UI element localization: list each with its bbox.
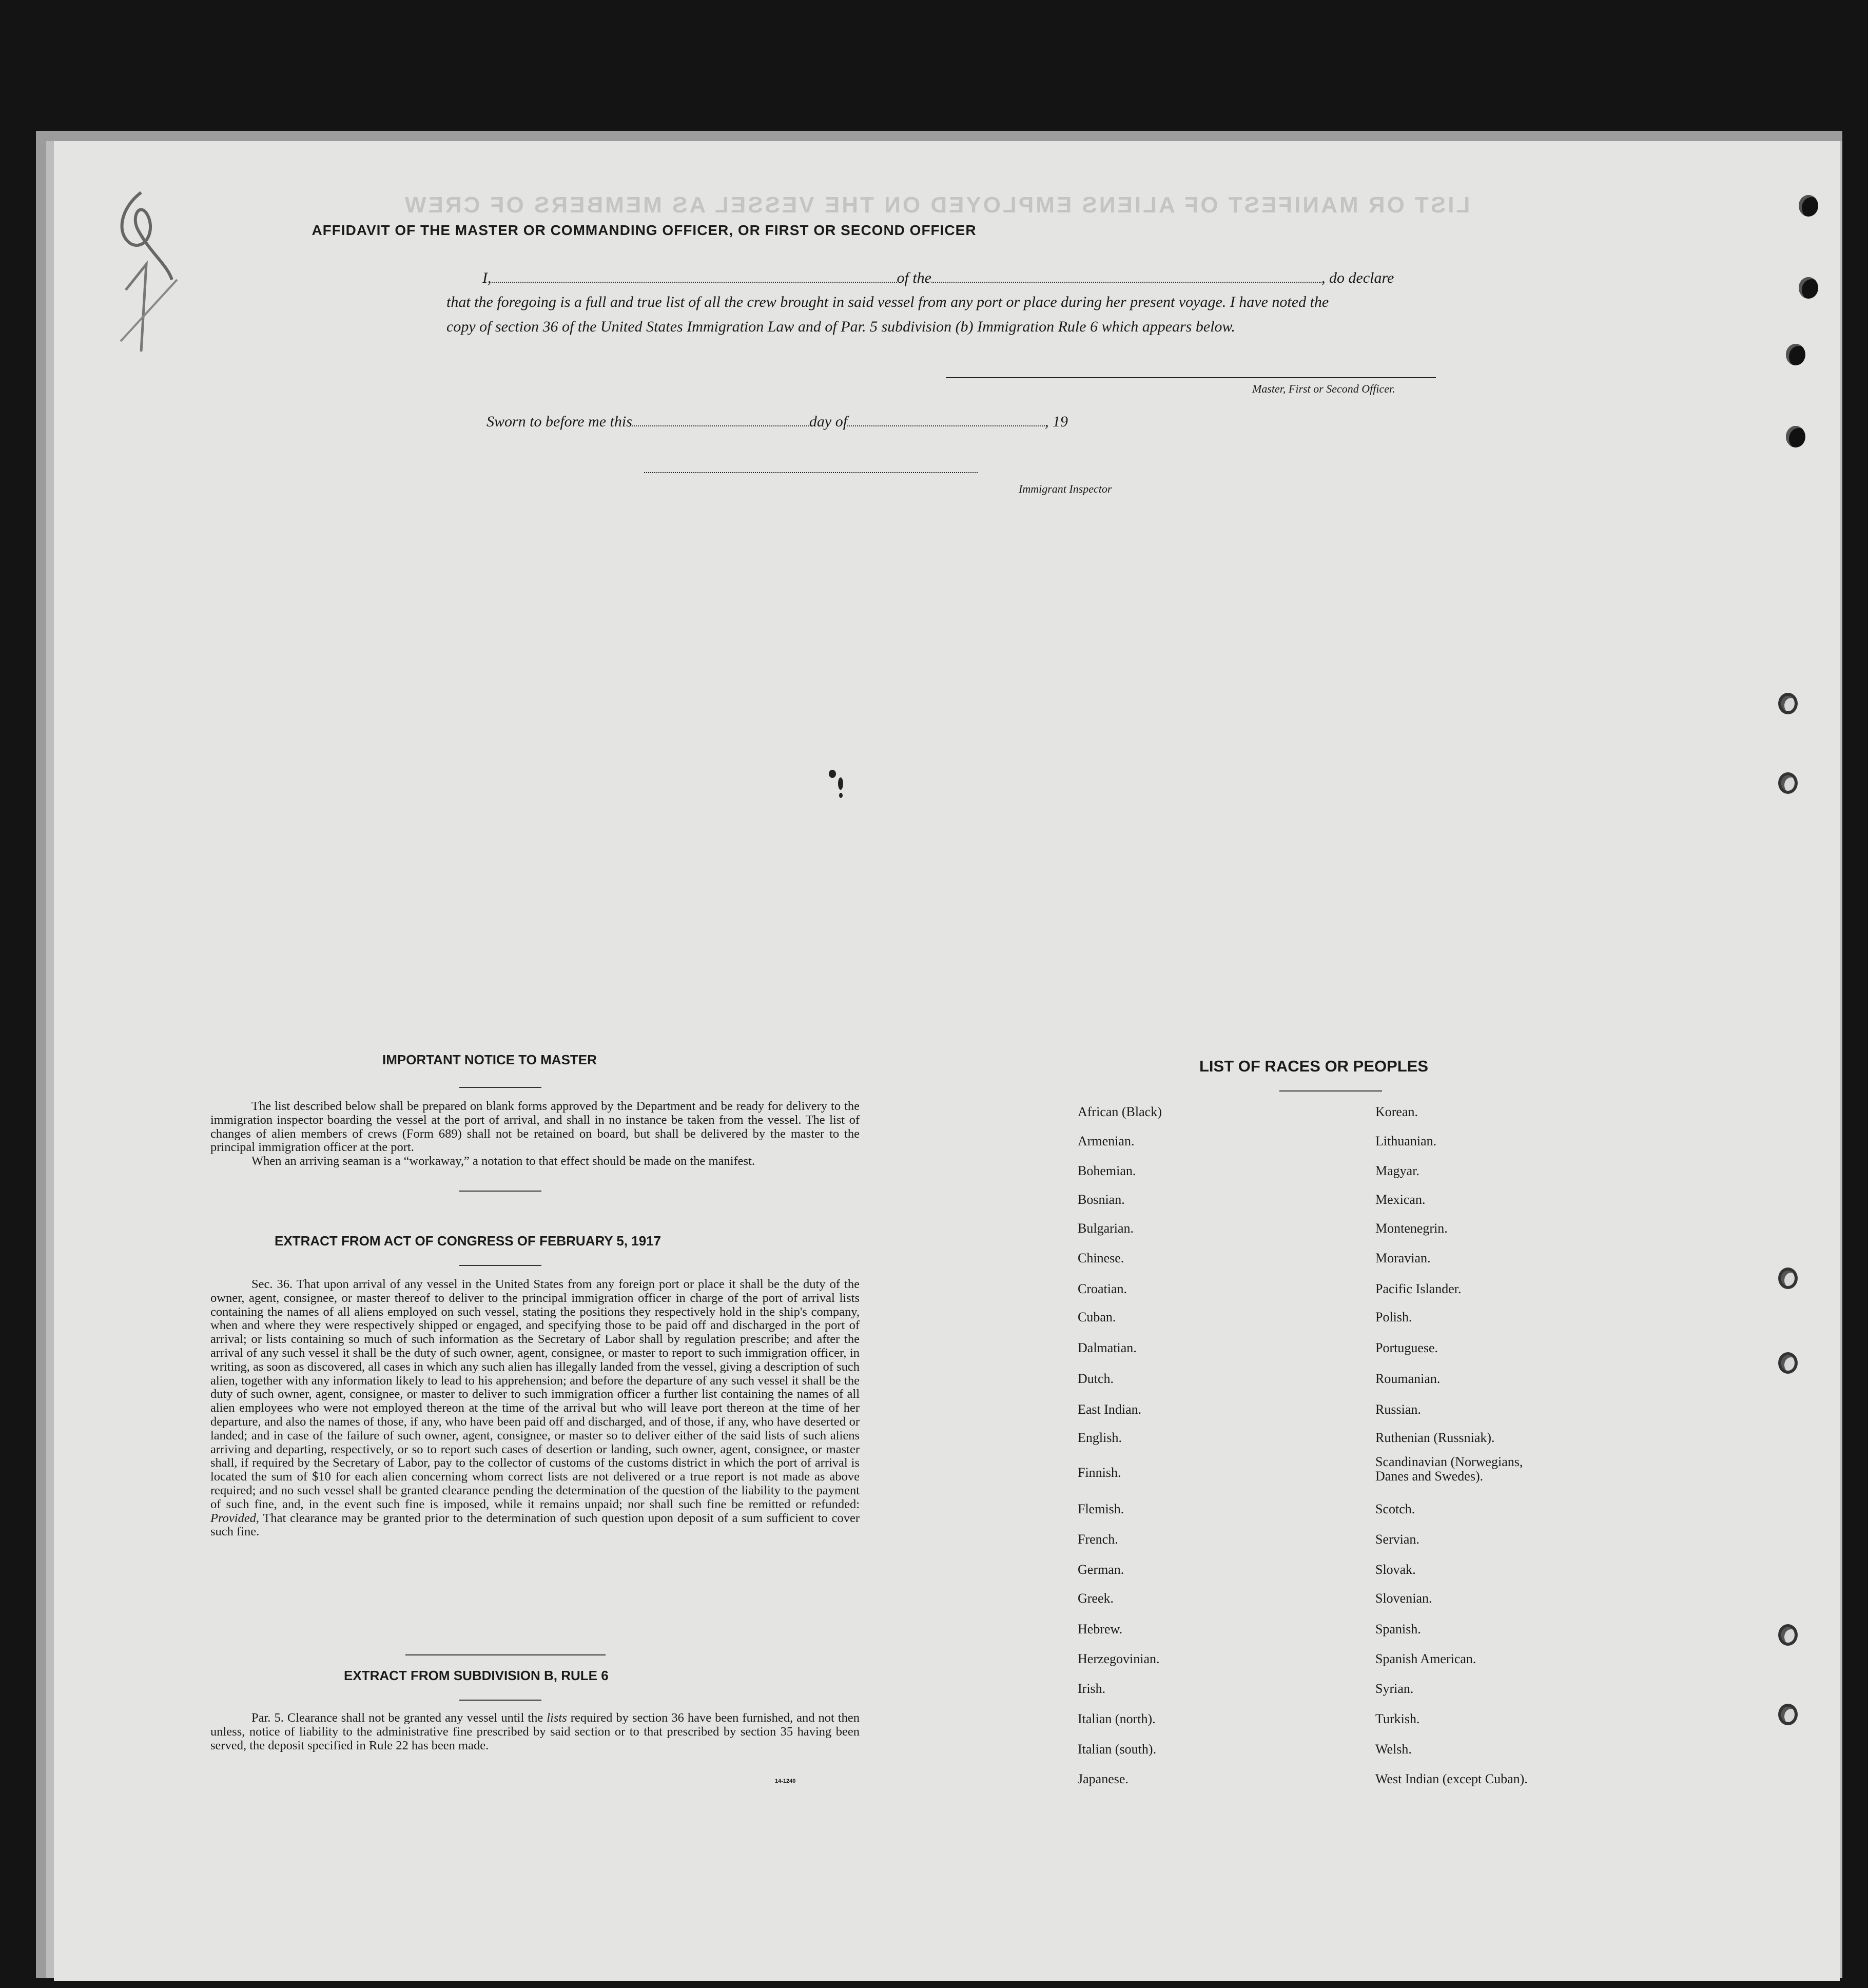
rule6-rule-top <box>405 1654 606 1655</box>
affidavit-title: AFFIDAVIT OF THE MASTER OR COMMANDING OFFICER, OR FIRST OR SECOND OFFICER <box>312 222 977 238</box>
race-item: Montenegrin. <box>1375 1221 1448 1236</box>
race-item: Servian. <box>1375 1532 1419 1547</box>
race-item: English. <box>1078 1430 1122 1445</box>
races-rule <box>1279 1090 1382 1092</box>
race-item: Syrian. <box>1375 1681 1414 1696</box>
race-item: Cuban. <box>1078 1310 1116 1324</box>
pencil-mark <box>110 187 187 352</box>
race-item: Turkish. <box>1375 1711 1420 1726</box>
race-item: Bohemian. <box>1078 1163 1136 1178</box>
race-item: Chinese. <box>1078 1251 1124 1265</box>
binder-hole <box>1786 344 1805 365</box>
document-page <box>54 141 1840 1981</box>
races-title: LIST OF RACES OR PEOPLES <box>1199 1057 1429 1075</box>
affidavit-statement-line-2: copy of section 36 of the United States Immigration Law and of Par. 5 subdivision (b) Immigration Rule 6 which appears below. <box>446 318 1235 335</box>
binder-hole <box>1778 772 1798 794</box>
master-signature-line[interactable] <box>946 377 1436 378</box>
rule6-title: EXTRACT FROM SUBDIVISION B, RULE 6 <box>344 1668 609 1683</box>
provided-word: Provided, <box>210 1511 260 1525</box>
section-body: That upon arrival of any vessel in the United States from any foreign port or place it shall be the duty of the owner, agent, consignee, or master thereof to deliver to the principal immigration officer in charge of the port of arrival lists containing the names of all aliens employed on such vessel, stating the positions they respectively hold in the ship's company, when and where they were respectively shipped or engaged, and specifying those to be paid off and discharged in the port of arrival; or lists containing so much of such information as the Secretary of Labor shall by regulation prescribe; and after the arrival of any such vessel it shall be the duty of such owner, agent, consignee, or master to report to such immigration officer, in writing, as soon as discovered, all cases in which any such alien has illegally landed from the vessel, giving a description of such alien, together with any information likely to lead to his apprehension; and before the departure of any such vessel it shall be the duty of such owner, agent, consignee, or master to deliver to such immigration officer a further list containing the names of all alien employees who were not employed thereon at the time of the arrival but who will leave port thereon at the time of her departure, and also the names of those, if any, who have been paid off and discharged, and of those, if any, who have deserted or landed; and in case of the failure of such owner, agent, consignee, or master so to deliver either of the said lists of such aliens arriving and departing, respectively, or so to report such cases of desertion or landing, such owner, agent, consignee, or master shall, if required by the Secretary of Labor, pay to the collector of customs of the customs district in which the port of arrival is located the sum of $10 for each alien concerning whom correct lists are not delivered or a true report is not made as above required; and no such vessel shall be granted clearance pending the determination of the question of the liability to the payment of such fine, and, in the event such fine is imposed, while it remains unpaid; nor shall such fine be remitted or refunded: <box>210 1277 860 1511</box>
race-item: Spanish American. <box>1375 1651 1476 1666</box>
rule6-rule <box>459 1700 541 1701</box>
race-item: Ruthenian (Russniak). <box>1375 1430 1495 1445</box>
race-item: Finnish. <box>1078 1465 1121 1480</box>
binder-hole <box>1778 1624 1798 1646</box>
race-item: Armenian. <box>1078 1134 1135 1148</box>
race-item: Bosnian. <box>1078 1192 1125 1207</box>
binder-hole <box>1799 277 1818 299</box>
race-item: Roumanian. <box>1375 1371 1441 1386</box>
binder-hole <box>1778 1268 1798 1289</box>
race-item: Moravian. <box>1375 1251 1431 1265</box>
day-of-label: day of <box>809 413 848 430</box>
rule6-paragraph <box>210 1711 860 1752</box>
race-item: Flemish. <box>1078 1502 1124 1516</box>
race-item: German. <box>1078 1562 1124 1577</box>
race-item: Slovenian. <box>1375 1591 1432 1606</box>
section-end: That clearance may be granted prior to the determination of such question upon deposit of a sum sufficient to cover such fine. <box>210 1511 860 1539</box>
inspector-signature-line[interactable] <box>644 472 978 473</box>
binder-hole <box>1778 1704 1798 1725</box>
race-item: Japanese. <box>1078 1771 1128 1786</box>
year-label: , 19 <box>1045 413 1068 430</box>
sworn-label: Sworn to before me this <box>487 413 632 430</box>
race-item: African (Black) <box>1078 1104 1162 1119</box>
notice-paragraph-2: When an arriving seaman is a “workaway,” a notation to that effect should be made on the manifest. <box>251 1154 755 1168</box>
inspector-label: Immigrant Inspector <box>1019 482 1112 495</box>
rule6-text-b: required by section 36 have been furnished, and not then unless, notice of liability to the administrative fine prescribed by said section or to that prescribed by section 35 having been served, the deposit specified in Rule 22 has been made. <box>210 1711 860 1752</box>
race-item: Dalmatian. <box>1078 1340 1137 1355</box>
sworn-day-field[interactable] <box>632 425 809 426</box>
act-title: EXTRACT FROM ACT OF CONGRESS OF FEBRUARY 5, 1917 <box>275 1233 661 1249</box>
notice-title: IMPORTANT NOTICE TO MASTER <box>382 1052 597 1067</box>
race-item: Portuguese. <box>1375 1340 1438 1355</box>
race-item: Russian. <box>1375 1402 1421 1417</box>
race-item: Scotch. <box>1375 1502 1415 1516</box>
binder-hole <box>1778 1352 1798 1374</box>
form-number: 14-1240 <box>775 1778 796 1784</box>
act-rule-top <box>459 1191 541 1192</box>
act-rule <box>459 1265 541 1266</box>
race-item: Korean. <box>1375 1104 1418 1119</box>
declarant-name-field[interactable] <box>492 282 897 283</box>
race-item: Magyar. <box>1375 1163 1419 1178</box>
race-item: Lithuanian. <box>1375 1134 1437 1148</box>
vessel-label: of the <box>897 269 931 286</box>
sworn-line <box>487 413 1068 431</box>
notice-paragraph-1: The list described below shall be prepared on blank forms approved by the Department and be ready for delivery to the immigration inspector boarding the vessel at the port of arrival, and shall in no instance be taken from the vessel. The list of changes of alien members of crews (Form 689) shall not be retained on board, but shall be delivered by the master to the principal immigration officer at the port. <box>210 1099 860 1155</box>
declarant-label: I, <box>482 269 492 286</box>
ink-speck <box>829 770 836 778</box>
binder-hole <box>1778 693 1798 714</box>
race-item: Polish. <box>1375 1310 1412 1324</box>
notice-rule <box>459 1087 541 1088</box>
race-item: Spanish. <box>1375 1622 1421 1636</box>
sworn-month-field[interactable] <box>847 425 1045 426</box>
race-item: West Indian (except Cuban). <box>1375 1771 1528 1786</box>
race-item: Pacific Islander. <box>1375 1281 1462 1296</box>
race-item: Mexican. <box>1375 1192 1426 1207</box>
race-item: Slovak. <box>1375 1562 1416 1577</box>
act-section-36-text <box>210 1278 860 1539</box>
master-signature-label: Master, First or Second Officer. <box>1252 382 1395 395</box>
race-item: Welsh. <box>1375 1742 1412 1757</box>
race-item: Italian (south). <box>1078 1742 1157 1757</box>
binder-hole <box>1799 195 1818 217</box>
affidavit-declaration-line <box>482 269 1394 287</box>
race-item: Dutch. <box>1078 1371 1114 1386</box>
binder-hole <box>1786 426 1805 447</box>
vessel-name-field[interactable] <box>931 282 1321 283</box>
ink-speck <box>838 777 843 790</box>
bleed-through-heading: LIST OR MANIFEST OF ALIENS EMPLOYED ON THE VESSEL AS MEMBERS OF CREW <box>403 192 1470 218</box>
race-item: East Indian. <box>1078 1402 1142 1417</box>
lists-word: lists <box>547 1711 567 1725</box>
race-item: Irish. <box>1078 1681 1106 1696</box>
race-item: Scandinavian (Norwegians, Danes and Swedes). <box>1375 1454 1523 1484</box>
race-item: Italian (north). <box>1078 1711 1156 1726</box>
declare-label: , do declare <box>1321 269 1394 286</box>
race-item: Greek. <box>1078 1591 1114 1606</box>
ink-speck <box>839 793 843 798</box>
rule6-text-a: Par. 5. Clearance shall not be granted any vessel until the <box>251 1711 543 1725</box>
race-item: Herzegovinian. <box>1078 1651 1160 1666</box>
race-item: French. <box>1078 1532 1118 1547</box>
affidavit-statement-line-1: that the foregoing is a full and true list of all the crew brought in said vessel from any port or place during her present voyage. I have noted the <box>446 294 1329 310</box>
race-item: Hebrew. <box>1078 1622 1123 1636</box>
section-label: Sec. 36. <box>251 1277 293 1291</box>
race-item: Bulgarian. <box>1078 1221 1134 1236</box>
race-item: Croatian. <box>1078 1281 1127 1296</box>
